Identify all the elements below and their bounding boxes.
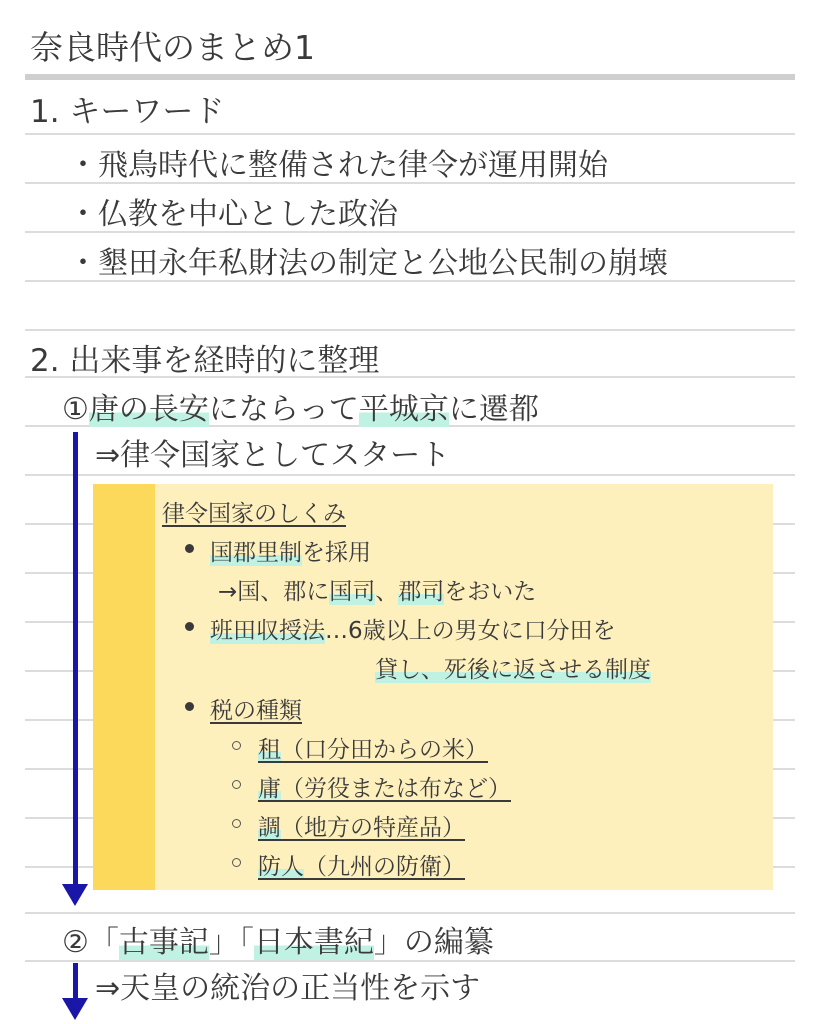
event-2-text: 」「 (208, 925, 254, 960)
bullet-1-sub (218, 573, 536, 606)
ruled-line (25, 474, 795, 476)
highlight-term: 日本書紀 (253, 925, 374, 960)
highlight-term: 租 (258, 737, 281, 763)
arrow-down-icon (62, 884, 88, 906)
tax-item-text: （口分田からの米） (281, 737, 488, 763)
event-1 (62, 384, 539, 428)
highlight-term: 調 (258, 815, 281, 841)
event-1-text: にならって (208, 392, 359, 427)
highlight-term: 郡司 (398, 579, 445, 605)
keyword-item: ・飛鳥時代に整備された律令が運用開始 (68, 148, 608, 183)
info-box-title: 律令国家のしくみ (162, 501, 346, 527)
ruled-line (25, 912, 795, 914)
keyword-item: ・仏教を中心とした政治 (68, 197, 398, 232)
bullet-dot (185, 622, 194, 631)
highlight-term: 平城京 (358, 392, 449, 427)
tax-item (258, 731, 488, 764)
timeline-arrow-line (73, 963, 78, 1003)
bullet-2-line2-text: 貸し、死後に返させる制度 (375, 657, 651, 683)
bullet-1-text: を採用 (302, 540, 371, 566)
tax-item-text: （労役または布など） (281, 776, 511, 802)
event-2-number: ② (62, 925, 89, 960)
bullet-2-text: …6歳以上の男女に口分田を (325, 618, 616, 644)
highlight-term: 防人 (258, 854, 304, 880)
highlight-term: 唐の長安 (88, 392, 209, 427)
title-divider (25, 74, 795, 80)
section-heading-timeline: 2. 出来事を経時的に整理 (30, 343, 380, 379)
event-1-text: に遷都 (448, 392, 539, 427)
highlight-term: 班田収授法 (210, 618, 325, 644)
sub-bullet-circle (232, 819, 241, 828)
bullet-1 (210, 534, 371, 567)
bullet-1-sub-text: 、 (375, 579, 399, 605)
bullet-2-line2 (375, 651, 651, 684)
highlight-term: 国郡里制 (210, 540, 302, 566)
event-2 (62, 917, 494, 961)
event-1-number: ① (62, 392, 89, 427)
bullet-dot (185, 544, 194, 553)
bullet-3: 税の種類 (210, 698, 302, 724)
sub-bullet-circle (232, 858, 241, 867)
tax-item (258, 770, 511, 803)
tax-item (258, 848, 465, 881)
tax-item-text: （地方の特産品） (281, 815, 465, 841)
highlight-term: 国司 (329, 579, 376, 605)
ruled-line (25, 133, 795, 135)
tax-item-text: （九州の防衛） (304, 854, 465, 880)
ruled-line (25, 329, 795, 331)
keyword-item: ・墾田永年私財法の制定と公地公民制の崩壊 (68, 246, 668, 281)
highlight-term: 古事記 (118, 925, 209, 960)
timeline-arrow-line (73, 432, 78, 884)
highlight-term: 庸 (258, 776, 281, 802)
bullet-2 (210, 612, 616, 645)
bullet-1-sub-text: →国、郡に (218, 579, 330, 605)
event-2-result: ⇒天皇の統治の正当性を示す (95, 971, 481, 1006)
event-2-text: 「 (88, 925, 119, 960)
event-1-result: ⇒律令国家としてスタート (95, 438, 451, 473)
sub-bullet-circle (232, 741, 241, 750)
arrow-down-icon (62, 998, 88, 1020)
info-box-accent (93, 484, 155, 890)
tax-item (258, 809, 465, 842)
page-title: 奈良時代のまとめ1 (30, 28, 315, 67)
bullet-1-sub-text: をおいた (444, 579, 537, 605)
sub-bullet-circle (232, 780, 241, 789)
section-heading-keywords: 1. キーワード (30, 94, 225, 130)
event-2-text: 」の編纂 (373, 925, 494, 960)
bullet-dot (185, 702, 194, 711)
